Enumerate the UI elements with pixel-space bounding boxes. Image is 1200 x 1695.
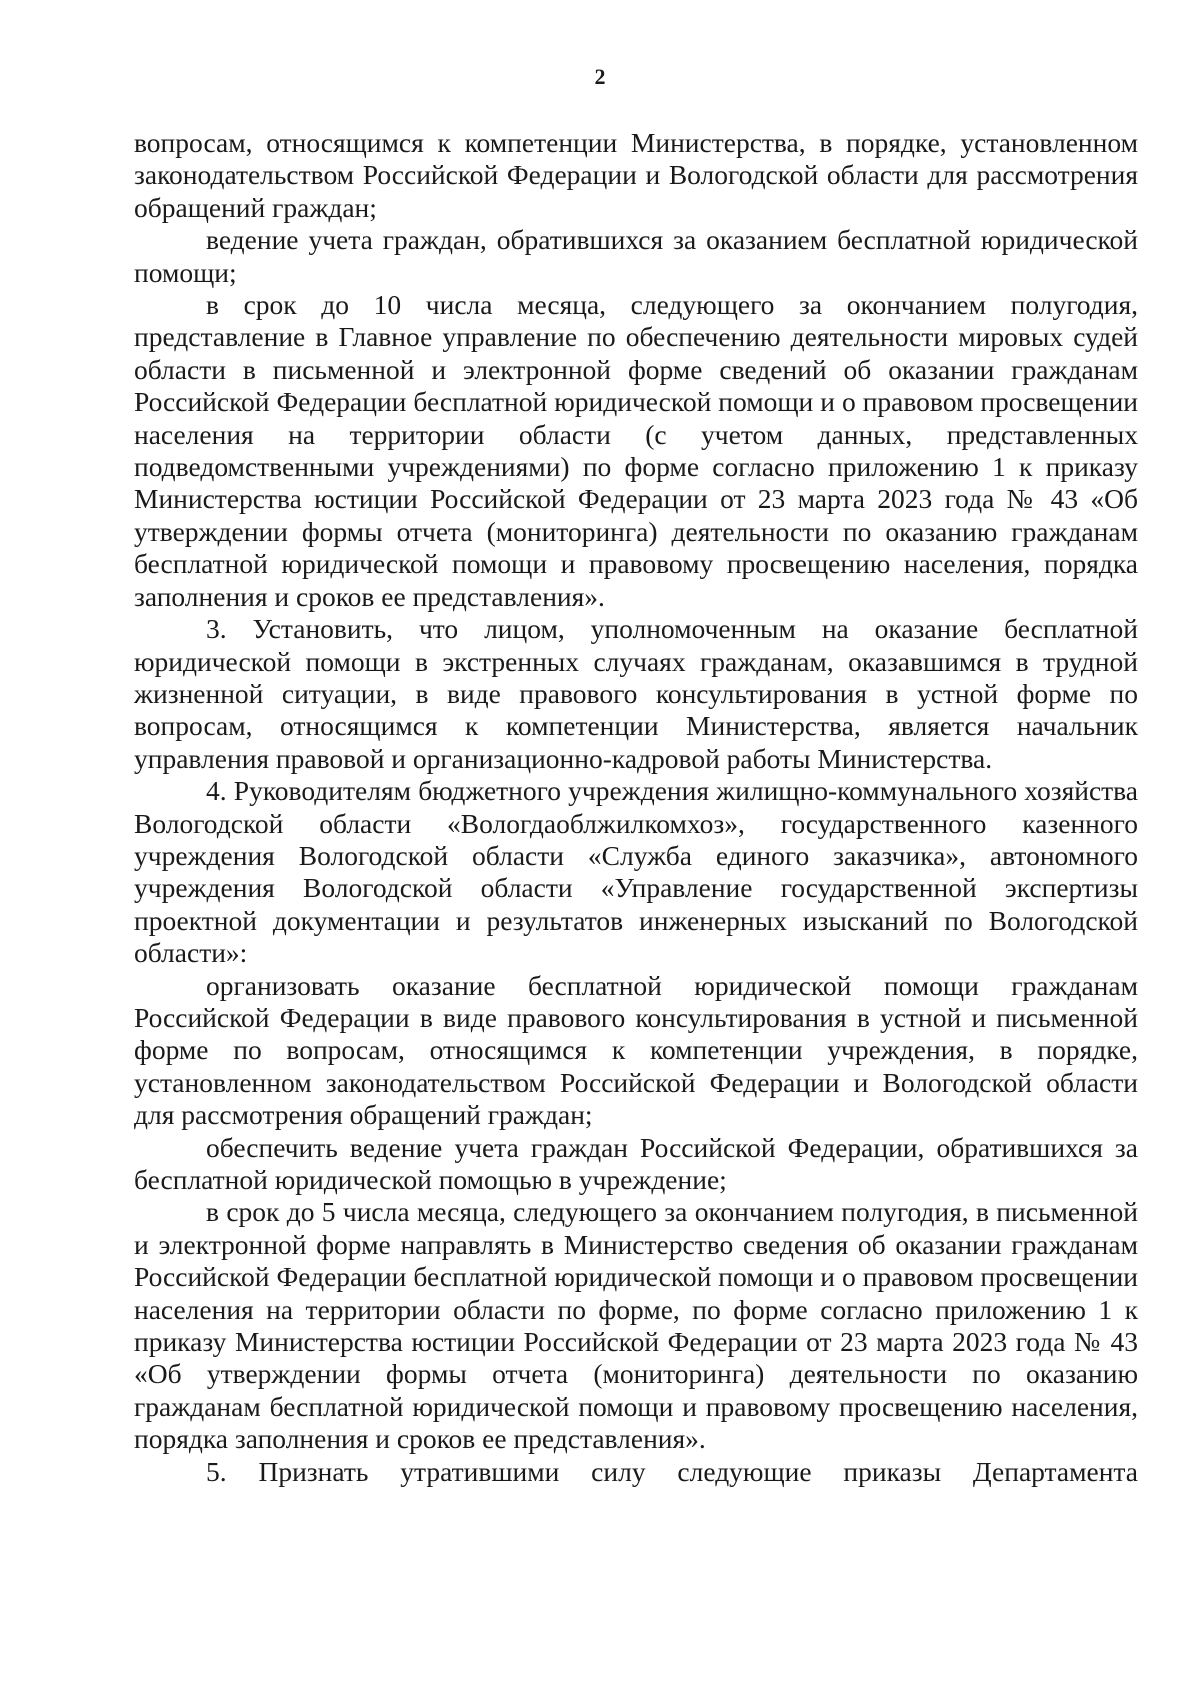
paragraph: ведение учета граждан, обратившихся за оказанием бесплатной юридической помощи;: [134, 224, 1138, 288]
paragraph: 3. Установить, что лицом, уполномоченным на оказание бесплатной юридической помощи в экстренных случаях гражданам, оказавшимся в трудной жизненной ситуации, в виде правового консультирования в устной форме по вопросам, относящимся к компетенции Министерства, является начальник управления правовой и организационно-кадровой работы Министерства.: [134, 613, 1138, 774]
paragraph: 5. Признать утратившими силу следующие приказы Департамента: [206, 1455, 1138, 1487]
document-body: [134, 127, 1138, 1488]
paragraph: в срок до 10 числа месяца, следующего за окончанием полугодия, представление в Главное управление по обеспечению деятельности мировых судей области в письменной и электронной форме сведений об оказании гражданам Российской Федерации бесплатной юридической помощи и о правовом просвещении населения на территории области (с учетом данных, представленных подведомственными учреждениями) по форме согласно приложению 1 к приказу Министерства юстиции Российской Федерации от 23 марта 2023 года № 43 «Об утверждении формы отчета (мониторинга) деятельности по оказанию гражданам бесплатной юридической помощи и правовому просвещению населения, порядка заполнения и сроков ее представления».: [134, 289, 1138, 612]
page-number: 2: [594, 64, 606, 89]
paragraph: вопросам, относящимся к компетенции Министерства, в порядке, установленном законодательством Российской Федерации и Вологодской области для рассмотрения обращений граждан;: [134, 127, 1138, 223]
paragraph: обеспечить ведение учета граждан Российской Федерации, обратившихся за бесплатной юридической помощью в учреждение;: [134, 1131, 1138, 1195]
paragraph: в срок до 5 числа месяца, следующего за окончанием полугодия, в письменной и электронной форме направлять в Министерство сведения об оказании гражданам Российской Федерации бесплатной юридической помощи и о правовом просвещении населения на территории области по форме, по форме согласно приложению 1 к приказу Министерства юстиции Российской Федерации от 23 марта 2023 года № 43 «Об утверждении формы отчета (мониторинга) деятельности по оказанию гражданам бесплатной юридической помощи и правовому просвещению населения, порядка заполнения и сроков ее представления».: [134, 1196, 1138, 1455]
paragraph: 4. Руководителям бюджетного учреждения жилищно-коммунального хозяйства Вологодской области «Вологдаоблжилкомхоз», государственного казенного учреждения Вологодской области «Служба единого заказчика», автономного учреждения Вологодской области «Управление государственной экспертизы проектной документации и результатов инженерных изысканий по Вологодской области»:: [134, 775, 1138, 969]
paragraph: организовать оказание бесплатной юридической помощи гражданам Российской Федерации в виде правового консультирования в устной и письменной форме по вопросам, относящимся к компетенции учреждения, в порядке, установленном законодательством Российской Федерации и Вологодской области для рассмотрения обращений граждан;: [134, 969, 1138, 1131]
